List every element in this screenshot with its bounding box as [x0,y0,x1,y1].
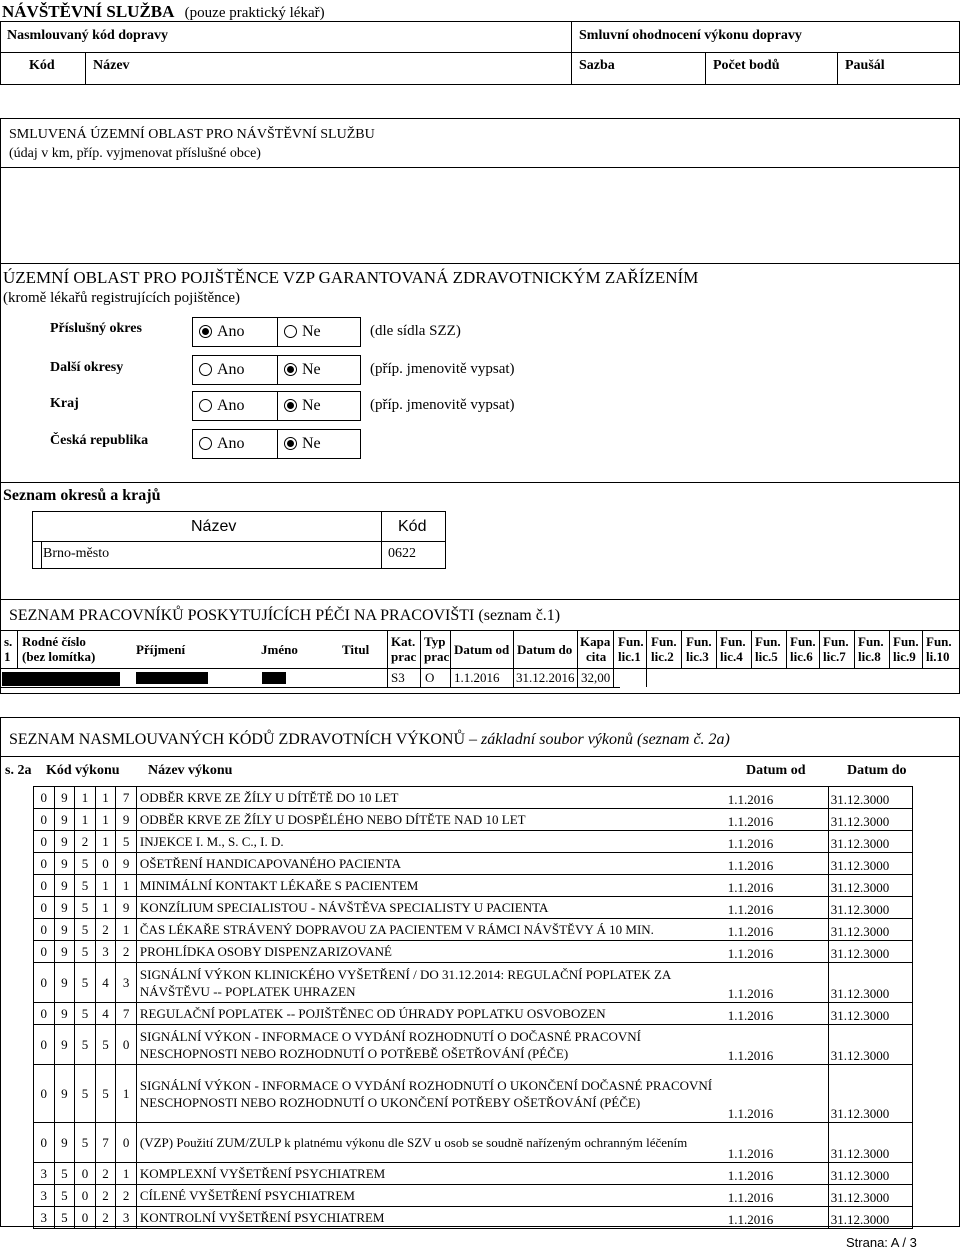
procedure-code-digit: 9 [116,853,137,875]
procedure-code-digit: 1 [116,919,137,941]
procedure-code-digit: 9 [54,1025,75,1065]
other-districts-note: (příp. jmenovitě vypsat) [370,361,515,377]
procedure-code-digit: 3 [34,1207,55,1229]
procedure-date-from: 1.1.2016 [726,897,829,919]
procedure-code-digit: 0 [34,831,55,853]
staff-col-fun10: Fun. li.10 [926,634,952,664]
procedure-date-to: 31.12.3000 [828,1163,912,1185]
procedure-name: CÍLENÉ VYŠETŘENÍ PSYCHIATREM [136,1185,725,1207]
procedure-name: MINIMÁLNÍ KONTAKT LÉKAŘE S PACIENTEM [136,875,725,897]
procedure-code-digit: 1 [75,809,96,831]
procedure-row [34,1185,913,1207]
staff-row-from: 1.1.2016 [454,670,500,685]
staff-col-capacity: Kapa cita [580,634,611,664]
transport-code-header: Nasmlouvaný kód dopravy [7,28,169,43]
staff-col-fun7: Fun. lic.7 [823,634,849,664]
procedure-date-to: 31.12.3000 [828,897,912,919]
procedure-date-to: 31.12.3000 [828,1123,912,1163]
districts-col-name: Název [191,518,237,535]
procedure-code-digit: 2 [75,831,96,853]
procedure-code-digit: 3 [116,1207,137,1229]
contract-area-title: SMLUVENÁ ÚZEMNÍ OBLAST PRO NÁVŠTĚVNÍ SLUŽBU [9,127,375,142]
procedure-date-from: 1.1.2016 [726,1123,829,1163]
staff-col-fun4: Fun. lic.4 [720,634,746,664]
procedure-code-digit: 5 [75,853,96,875]
procedure-code-digit: 9 [54,1123,75,1163]
procedure-date-from: 1.1.2016 [726,1065,829,1123]
procedure-date-from: 1.1.2016 [726,875,829,897]
procedure-code-digit: 0 [34,1003,55,1025]
procedure-date-to: 31.12.3000 [828,831,912,853]
procedure-code-digit: 0 [75,1207,96,1229]
procedure-date-from: 1.1.2016 [726,1163,829,1185]
procedure-code-digit: 9 [54,853,75,875]
procedure-name: PROHLÍDKA OSOBY DISPENZARIZOVANÉ [136,941,725,963]
procedure-row [34,1163,913,1185]
staff-row-category: S3 [391,670,405,685]
procedure-date-from: 1.1.2016 [726,1003,829,1025]
procedure-date-to: 31.12.3000 [828,1065,912,1123]
districts-table [32,511,446,569]
procedure-row [34,875,913,897]
procedure-code-digit: 0 [34,875,55,897]
procedures-title: SEZNAM NASMLOUVANÝCH KÓDŮ ZDRAVOTNÍCH VÝKONŮ – základní soubor výkonů (seznam č. 2a) [9,731,730,748]
procedure-name: SIGNÁLNÍ VÝKON - INFORMACE O VYDÁNÍ ROZHODNUTÍ O UKONČENÍ DOČASNÉ PRACOVNÍ NESCHOPNOSTI NEBO ROZHODNUTÍ O UKONČENÍ POTŘEBY OŠETŘOVÁNÍ (PÉČE) [136,1065,725,1123]
row-label-country: Česká republika [50,433,149,448]
procedures-col-to: Datum do [847,763,907,778]
transport-col-flat: Paušál [845,58,885,73]
procedure-date-to: 31.12.3000 [828,809,912,831]
procedure-code-digit: 1 [95,875,116,897]
procedure-code-digit: 0 [34,941,55,963]
procedure-date-from: 1.1.2016 [726,963,829,1003]
procedure-code-digit: 5 [75,963,96,1003]
other-districts-no-radio[interactable]: Ne [277,355,361,385]
transport-col-points: Počet bodů [713,58,780,73]
redacted-name [262,672,286,684]
procedure-code-digit: 5 [75,875,96,897]
procedure-date-from: 1.1.2016 [726,941,829,963]
staff-col-type: Typ prac [424,634,450,664]
staff-col-category: Kat. prac [391,634,417,664]
staff-col-fun6: Fun. lic.6 [790,634,816,664]
radio-empty-icon [199,399,212,412]
procedure-code-digit: 7 [116,787,137,809]
procedure-code-digit: 9 [54,897,75,919]
procedure-code-digit: 5 [95,1025,116,1065]
row-label-district: Příslušný okres [50,321,142,336]
procedure-code-digit: 0 [34,1025,55,1065]
contract-area-note: (údaj v km, příp. vyjmenovat příslušné obce) [9,146,261,161]
procedure-row [34,809,913,831]
procedures-table [33,786,913,1229]
page-header [2,2,325,22]
procedure-code-digit: 2 [116,941,137,963]
procedure-code-digit: 1 [95,809,116,831]
transport-col-rate: Sazba [579,58,615,73]
procedure-code-digit: 9 [54,1003,75,1025]
guaranteed-area-subtitle: (kromě lékařů registrujících pojištěnce) [3,290,240,306]
procedure-code-digit: 9 [116,897,137,919]
procedure-name: INJEKCE I. M., S. C., I. D. [136,831,725,853]
procedure-code-digit: 5 [54,1163,75,1185]
procedure-code-digit: 5 [95,1065,116,1123]
staff-col-fun5: Fun. lic.5 [755,634,781,664]
procedure-name: KONZÍLIUM SPECIALISTOU - NÁVŠTĚVA SPECIALISTY U PACIENTA [136,897,725,919]
procedure-name: ODBĚR KRVE ZE ŽÍLY U DÍTĚTĚ DO 10 LET [136,787,725,809]
redacted-surname [136,672,208,684]
procedure-row [34,1207,913,1229]
procedures-col-s: s. 2a [5,763,32,778]
procedure-date-to: 31.12.3000 [828,1207,912,1229]
procedure-row [34,1003,913,1025]
procedure-code-digit: 0 [75,1185,96,1207]
procedure-code-digit: 5 [75,1025,96,1065]
procedure-date-from: 1.1.2016 [726,787,829,809]
staff-col-name: Jméno [261,642,298,657]
staff-col-fun2: Fun. lic.2 [651,634,677,664]
transport-col-name: Název [93,58,130,73]
procedure-date-from: 1.1.2016 [726,1185,829,1207]
procedure-date-from: 1.1.2016 [726,919,829,941]
country-no-radio[interactable]: Ne [277,429,361,459]
procedure-code-digit: 2 [116,1185,137,1207]
procedure-code-digit: 0 [75,1163,96,1185]
staff-row-type: O [425,670,435,685]
procedure-date-to: 31.12.3000 [828,787,912,809]
procedure-code-digit: 2 [95,1207,116,1229]
transport-price-header: Smluvní ohodnocení výkonu dopravy [579,28,802,43]
page-subtitle: (pouze praktický lékař) [184,5,325,21]
staff-col-surname: Příjmení [136,642,186,657]
radio-checked-icon [199,325,212,338]
procedure-name: KOMPLEXNÍ VYŠETŘENÍ PSYCHIATREM [136,1163,725,1185]
staff-col-to: Datum do [517,642,573,657]
staff-col-fun9: Fun. lic.9 [893,634,919,664]
procedure-date-to: 31.12.3000 [828,853,912,875]
procedure-code-digit: 0 [34,963,55,1003]
procedure-code-digit: 9 [116,809,137,831]
procedure-row [34,919,913,941]
staff-row-capacity: 32,00 [581,670,611,685]
procedure-code-digit: 5 [54,1207,75,1229]
procedure-code-digit: 0 [34,1065,55,1123]
procedure-code-digit: 0 [34,919,55,941]
procedure-row [34,1025,913,1065]
radio-empty-icon [199,437,212,450]
districts-col-code: Kód [398,518,427,535]
procedure-code-digit: 0 [34,853,55,875]
procedure-code-digit: 3 [34,1185,55,1207]
procedure-code-digit: 1 [116,875,137,897]
procedure-code-digit: 9 [54,831,75,853]
procedure-code-digit: 9 [54,963,75,1003]
procedure-date-from: 1.1.2016 [726,1207,829,1229]
procedure-name: ČAS LÉKAŘE STRÁVENÝ DOPRAVOU ZA PACIENTEM V RÁMCI NÁVŠTĚVY Á 10 MIN. [136,919,725,941]
procedure-code-digit: 1 [75,787,96,809]
transport-col-code: Kód [29,58,55,73]
procedure-date-to: 31.12.3000 [828,875,912,897]
procedure-date-from: 1.1.2016 [726,831,829,853]
page-number: Strana: A / 3 [846,1235,917,1250]
radio-empty-icon [199,363,212,376]
procedure-code-digit: 9 [54,1065,75,1123]
procedure-code-digit: 5 [75,897,96,919]
contract-area-section [0,118,960,264]
procedure-code-digit: 0 [34,809,55,831]
procedure-code-digit: 9 [54,875,75,897]
procedure-code-digit: 1 [95,787,116,809]
procedure-code-digit: 2 [95,1185,116,1207]
district-note: (dle sídla SZZ) [370,323,461,339]
procedure-name: OŠETŘENÍ HANDICAPOVANÉHO PACIENTA [136,853,725,875]
row-label-region: Kraj [50,396,79,411]
procedure-date-to: 31.12.3000 [828,963,912,1003]
procedure-code-digit: 5 [54,1185,75,1207]
contract-area-input[interactable] [1,168,959,263]
procedure-row [34,897,913,919]
page-title: NÁVŠTĚVNÍ SLUŽBA [2,2,175,21]
procedure-code-digit: 7 [116,1003,137,1025]
redacted-birth-number [2,672,120,686]
row-label-other-districts: Další okresy [50,360,124,375]
procedure-row [34,831,913,853]
districts-title: Seznam okresů a krajů [3,487,161,504]
procedure-date-to: 31.12.3000 [828,1185,912,1207]
procedure-code-digit: 5 [116,831,137,853]
staff-title: SEZNAM PRACOVNÍKŮ POSKYTUJÍCÍCH PÉČI NA PRACOVIŠTI (seznam č.1) [9,607,561,624]
transport-table [0,21,960,85]
procedure-row [34,1065,913,1123]
procedures-col-code: Kód výkonu [46,763,120,778]
staff-col-from: Datum od [454,642,510,657]
staff-col-title: Titul [342,642,370,657]
staff-table [0,630,960,688]
procedure-name: ODBĚR KRVE ZE ŽÍLY U DOSPĚLÉHO NEBO DÍTĚTE NAD 10 LET [136,809,725,831]
procedure-row [34,941,913,963]
procedure-date-from: 1.1.2016 [726,809,829,831]
procedure-code-digit: 0 [116,1025,137,1065]
procedures-col-name: Název výkonu [148,763,233,778]
country-yes-radio[interactable]: Ano [192,429,278,459]
procedure-code-digit: 9 [54,919,75,941]
region-no-radio[interactable]: Ne [277,391,361,421]
procedure-code-digit: 5 [75,1123,96,1163]
procedure-row [34,1123,913,1163]
procedure-code-digit: 1 [95,897,116,919]
staff-row-to: 31.12.2016 [516,670,575,685]
procedure-code-digit: 9 [54,809,75,831]
district-row-name: Brno-město [43,546,110,561]
procedure-row [34,853,913,875]
procedure-code-digit: 9 [54,941,75,963]
procedure-code-digit: 5 [75,1065,96,1123]
procedure-code-digit: 0 [34,897,55,919]
radio-checked-icon [284,437,297,450]
guaranteed-area-title: ÚZEMNÍ OBLAST PRO POJIŠTĚNCE VZP GARANTOVANÁ ZDRAVOTNICKÝM ZAŘÍZENÍM [3,268,699,287]
procedure-date-from: 1.1.2016 [726,853,829,875]
staff-col-birth-number: Rodné číslo (bez lomítka) [22,634,96,664]
procedure-date-to: 31.12.3000 [828,919,912,941]
procedure-code-digit: 2 [95,919,116,941]
radio-empty-icon [284,325,297,338]
procedure-row [34,787,913,809]
procedure-code-digit: 3 [34,1163,55,1185]
procedure-code-digit: 7 [95,1123,116,1163]
staff-col-fun1: Fun. lic.1 [618,634,644,664]
procedure-code-digit: 9 [54,787,75,809]
other-districts-yes-radio[interactable]: Ano [192,355,278,385]
procedure-code-digit: 0 [34,1123,55,1163]
radio-checked-icon [284,363,297,376]
procedure-code-digit: 0 [95,853,116,875]
staff-col-s1: s. 1 [4,634,13,664]
procedures-col-from: Datum od [746,763,806,778]
region-yes-radio[interactable]: Ano [192,391,278,421]
procedure-code-digit: 3 [116,963,137,1003]
procedure-code-digit: 5 [75,941,96,963]
procedure-date-to: 31.12.3000 [828,1025,912,1065]
procedure-code-digit: 0 [34,787,55,809]
procedure-code-digit: 1 [116,1065,137,1123]
procedure-date-from: 1.1.2016 [726,1025,829,1065]
district-no-radio[interactable]: Ne [277,317,361,347]
procedure-code-digit: 5 [75,1003,96,1025]
region-note: (příp. jmenovitě vypsat) [370,397,515,413]
procedure-name: REGULAČNÍ POPLATEK -- POJIŠTĚNEC OD ÚHRADY POPLATKU OSVOBOZEN [136,1003,725,1025]
district-row-code: 0622 [388,546,416,561]
procedure-code-digit: 1 [95,831,116,853]
radio-checked-icon [284,399,297,412]
procedure-code-digit: 1 [116,1163,137,1185]
procedure-name: KONTROLNÍ VYŠETŘENÍ PSYCHIATREM [136,1207,725,1229]
staff-col-fun3: Fun. lic.3 [686,634,712,664]
procedure-date-to: 31.12.3000 [828,941,912,963]
procedure-code-digit: 0 [116,1123,137,1163]
procedure-code-digit: 2 [95,1163,116,1185]
staff-col-fun8: Fun. lic.8 [858,634,884,664]
procedure-date-to: 31.12.3000 [828,1003,912,1025]
procedure-name: (VZP) Použití ZUM/ZULP k platnému výkonu dle SZV u osob se soudně nařízeným ochranným léčením [136,1123,725,1163]
procedure-name: SIGNÁLNÍ VÝKON KLINICKÉHO VYŠETŘENÍ / DO 31.12.2014: REGULAČNÍ POPLATEK ZA NÁVŠTĚVU -- POPLATEK UHRAZEN [136,963,725,1003]
procedure-code-digit: 4 [95,963,116,1003]
procedure-name: SIGNÁLNÍ VÝKON - INFORMACE O VYDÁNÍ ROZHODNUTÍ O DOČASNÉ PRACOVNÍ NESCHOPNOSTI NEBO ROZHODNUTÍ O POTŘEBĚ OŠETŘOVÁNÍ (PÉČE) [136,1025,725,1065]
procedure-row [34,963,913,1003]
procedure-code-digit: 3 [95,941,116,963]
district-yes-radio[interactable]: Ano [192,317,278,347]
procedure-code-digit: 5 [75,919,96,941]
procedure-code-digit: 4 [95,1003,116,1025]
